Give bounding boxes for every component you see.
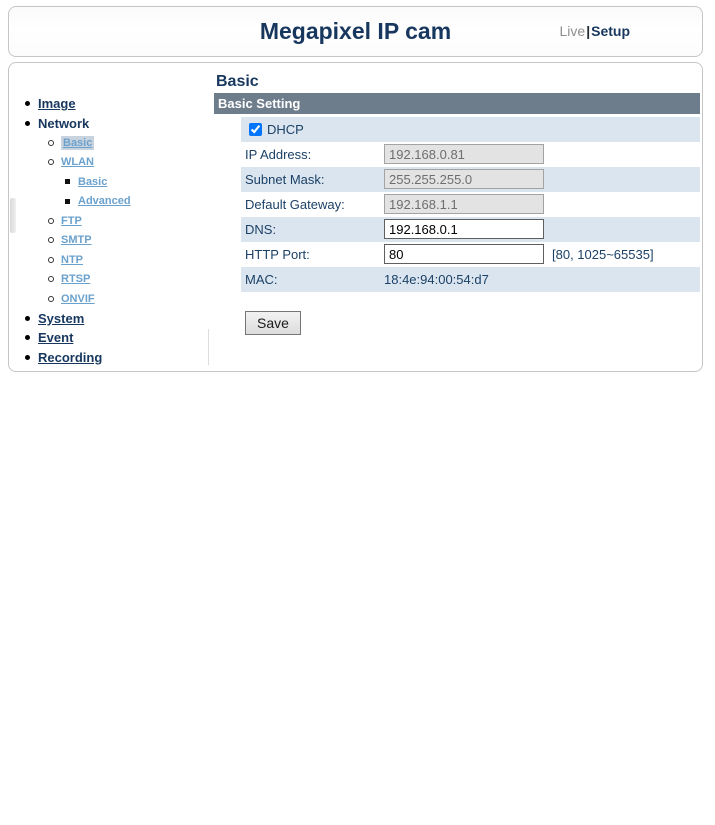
square-bullet-icon [65, 199, 70, 204]
http-port-hint: [80, 1025~65535] [552, 247, 654, 262]
sidebar-item-label[interactable]: WLAN [61, 156, 94, 169]
sidebar-item-network-basic[interactable] [9, 133, 209, 153]
header-nav [560, 7, 631, 56]
sidebar-item-image[interactable] [9, 94, 209, 114]
sidebar-item-network[interactable] [9, 114, 209, 134]
disc-bullet-icon [25, 316, 30, 321]
sidebar-item-label[interactable]: ONVIF [61, 292, 95, 305]
content-area [214, 63, 700, 292]
sidebar-item-onvif[interactable] [9, 289, 209, 309]
circle-bullet-icon [48, 257, 54, 263]
sidebar-item-label[interactable]: FTP [61, 214, 82, 227]
header-panel [8, 6, 703, 57]
section-header: Basic Setting [214, 93, 700, 114]
circle-bullet-icon [48, 140, 54, 146]
sidebar-item-ftp[interactable] [9, 211, 209, 231]
sidebar-item-label: Network [38, 115, 90, 131]
sidebar-item-label[interactable]: Advanced [78, 195, 131, 208]
sidebar-item-event[interactable] [9, 328, 209, 348]
disc-bullet-icon [25, 355, 30, 360]
app-title: Megapixel IP cam [259, 18, 452, 44]
save-button[interactable]: Save [245, 311, 301, 335]
ip-address-label: IP Address: [245, 147, 312, 162]
circle-bullet-icon [48, 159, 54, 165]
dhcp-checkbox[interactable] [249, 123, 262, 136]
sidebar-item-label[interactable]: Basic [78, 175, 108, 188]
sidebar-item-recording[interactable] [9, 348, 209, 368]
sidebar-item-label[interactable]: Recording [38, 349, 103, 365]
mac-value: 18:4e:94:00:54:d7 [384, 272, 489, 287]
subnet-mask-label: Subnet Mask: [245, 172, 325, 187]
sidebar-item-label[interactable]: Image [38, 96, 76, 112]
sidebar-item-label[interactable]: RTSP [61, 273, 91, 286]
dns-field[interactable] [384, 219, 544, 239]
sidebar-item-ntp[interactable] [9, 250, 209, 270]
http-port-row [241, 242, 700, 267]
dhcp-row [241, 117, 700, 142]
http-port-field[interactable] [384, 244, 544, 264]
sidebar-item-wlan-basic[interactable] [9, 172, 209, 192]
live-link[interactable]: Live [559, 23, 586, 39]
page-title: Basic [216, 73, 259, 90]
circle-bullet-icon [48, 296, 54, 302]
subnet-mask-row [241, 167, 700, 192]
sidebar-item-label[interactable]: Basic [63, 136, 93, 149]
setup-link[interactable]: Setup [591, 23, 630, 39]
subnet-mask-field [384, 169, 544, 189]
default-gateway-label: Default Gateway: [245, 197, 345, 212]
default-gateway-row [241, 192, 700, 217]
circle-bullet-icon [48, 218, 54, 224]
sidebar-item-rtsp[interactable] [9, 270, 209, 290]
sidebar-item-wlan[interactable] [9, 153, 209, 173]
http-port-label: HTTP Port: [245, 247, 310, 262]
circle-bullet-icon [48, 237, 54, 243]
sidebar-item-smtp[interactable] [9, 231, 209, 251]
sidebar-nav [9, 94, 209, 367]
dns-label: DNS: [245, 222, 277, 237]
basic-setting-form [241, 117, 700, 292]
sidebar-item-system[interactable] [9, 309, 209, 329]
disc-bullet-icon [25, 101, 30, 106]
sidebar-item-label[interactable]: Event [38, 330, 74, 346]
ip-address-row [241, 142, 700, 167]
nav-divider: | [586, 23, 591, 39]
default-gateway-field [384, 194, 544, 214]
main-panel [8, 62, 703, 372]
disc-bullet-icon [25, 121, 30, 126]
sidebar-item-label[interactable]: System [38, 310, 85, 326]
square-bullet-icon [65, 179, 70, 184]
sidebar-item-wlan-advanced[interactable] [9, 192, 209, 212]
mac-label: MAC: [245, 272, 278, 287]
dhcp-label: DHCP [267, 122, 304, 137]
dns-row [241, 217, 700, 242]
sidebar-item-label[interactable]: NTP [61, 253, 83, 266]
disc-bullet-icon [25, 335, 30, 340]
sidebar-item-label[interactable]: SMTP [61, 234, 92, 247]
mac-row [241, 267, 700, 292]
circle-bullet-icon [48, 276, 54, 282]
ip-address-field [384, 144, 544, 164]
